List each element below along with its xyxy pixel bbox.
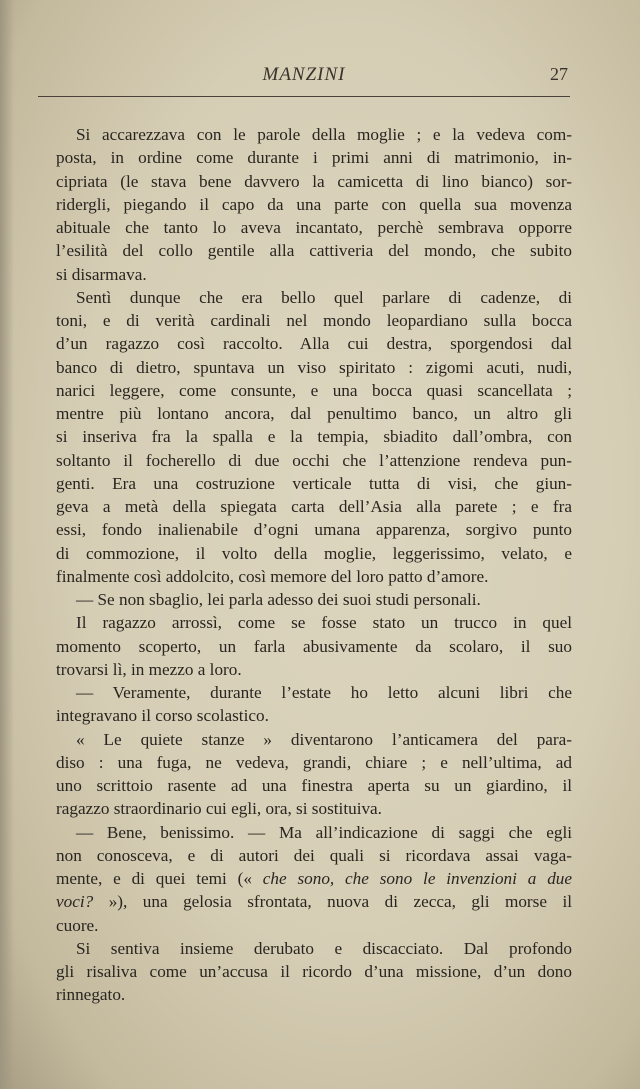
text-line: rinnegato. [56, 985, 126, 1005]
text-line [56, 867, 572, 890]
page-edge-shadow [0, 0, 14, 1089]
text-line: posta, in ordine come durante i primi anni di matrimonio, in- [56, 148, 572, 168]
text-line: Sentì dunque che era bello quel parlare di cadenze, di [76, 287, 572, 307]
text-line: trovarsi lì, in mezzo a loro. [56, 659, 242, 679]
text-line: gli risaliva come un’accusa il ricordo d’una missione, d’un dono [56, 962, 572, 981]
paragraph [56, 937, 572, 1007]
paragraph [56, 728, 572, 821]
text-segment: mente, e di quei temi (« [56, 869, 263, 888]
text-line: non conosceva, e di autori dei quali si ricordava assai vaga- [56, 845, 572, 865]
paragraph [56, 286, 572, 588]
paragraph [56, 123, 572, 286]
text-line: di commozione, il volto della moglie, leggerissimo, velato, e [56, 543, 572, 563]
text-line: « Le quiete stanze » diventarono l’anticamera del para- [76, 729, 572, 749]
text-line: — Veramente, durante l’estate ho letto alcuni libri che [76, 683, 572, 702]
text-line: banco di dietro, spuntava un viso spiritato : zigomi acuti, nudi, [56, 357, 572, 377]
text-line: narici leggere, come consunte, e una bocca quasi scancellata ; [56, 380, 572, 400]
text-line: d’un ragazzo così raccolto. Alla cui destra, sporgendosi dal [56, 334, 572, 354]
text-line: mentre più lontano ancora, dal penultimo banco, un altro gli [56, 404, 572, 423]
text-line: Si accarezzava con le parole della moglie ; e la vedeva com- [76, 125, 572, 144]
paragraph [56, 681, 572, 728]
text-line: — Se non sbaglio, lei parla adesso dei suoi studi personali. [76, 590, 481, 609]
paragraph [56, 611, 572, 681]
text-line: ragazzo straordinario cui egli, ora, si sostituiva. [56, 799, 382, 819]
text-line: toni, e di verità cardinali nel mondo leopardiano sulla bocca [56, 311, 572, 330]
text-line: genti. Era una costruzione verticale tutta di visi, che giun- [56, 473, 572, 493]
text-line: uno scrittoio rasente ad una finestra aperta su un giardino, il [56, 776, 572, 795]
text-line: Il ragazzo arrossì, come se fosse stato un trucco in quel [76, 613, 572, 633]
text-line: integravano il corso scolastico. [56, 706, 269, 726]
page-number: 27 [550, 64, 568, 84]
running-header [38, 60, 570, 96]
text-line: — Bene, benissimo. — Ma all’indicazione di saggi che egli [76, 822, 572, 842]
text-line: l’esilità del collo gentile alla cattiveria del mondo, che subito [56, 241, 572, 261]
text-line: cipriata (le stava bene davvero la camicetta di lino bianco) sor- [56, 171, 572, 191]
text-line: abituale che tanto lo aveva incantato, perchè sembrava opporre [56, 218, 572, 237]
text-line [56, 890, 572, 913]
text-line: ridergli, piegando il capo da una parte con quella sua movenza [56, 194, 572, 214]
running-title: MANZINI [262, 64, 346, 85]
header-rule [38, 96, 570, 97]
text-line: si disarmava. [56, 264, 147, 284]
italic-text: che sono, che sono le invenzioni a due [262, 869, 573, 888]
body-text [56, 123, 572, 1007]
text-line: geva a metà della spiegata carta dell’Asia alla parete ; e fra [56, 497, 572, 516]
text-segment: »), una gelosia sfrontata, nuova di zecca, gli morse il [108, 892, 572, 912]
paragraph [56, 588, 572, 611]
text-line: si inseriva fra la spalla e la tempia, sbiadito dall’ombra, con [56, 427, 572, 447]
text-line: finalmente così addolcito, così memore del loro patto d’amore. [56, 566, 489, 586]
paragraph [56, 821, 572, 937]
text-line: cuore. [56, 915, 99, 935]
text-line: momento scoperto, un farla abusivamente da scolaro, il suo [56, 636, 572, 656]
text-line: diso : una fuga, ne vedeva, grandi, chiare ; e nell’ultima, ad [56, 752, 572, 772]
text-line: essi, fondo inalienabile d’ogni umana apparenza, sorgivo punto [56, 520, 572, 540]
italic-text: voci? [56, 892, 109, 912]
text-line: Si sentiva insieme derubato e discacciato. Dal profondo [76, 938, 572, 958]
text-line: soltanto il focherello di due occhi che l’attenzione rendeva pun- [56, 450, 572, 470]
